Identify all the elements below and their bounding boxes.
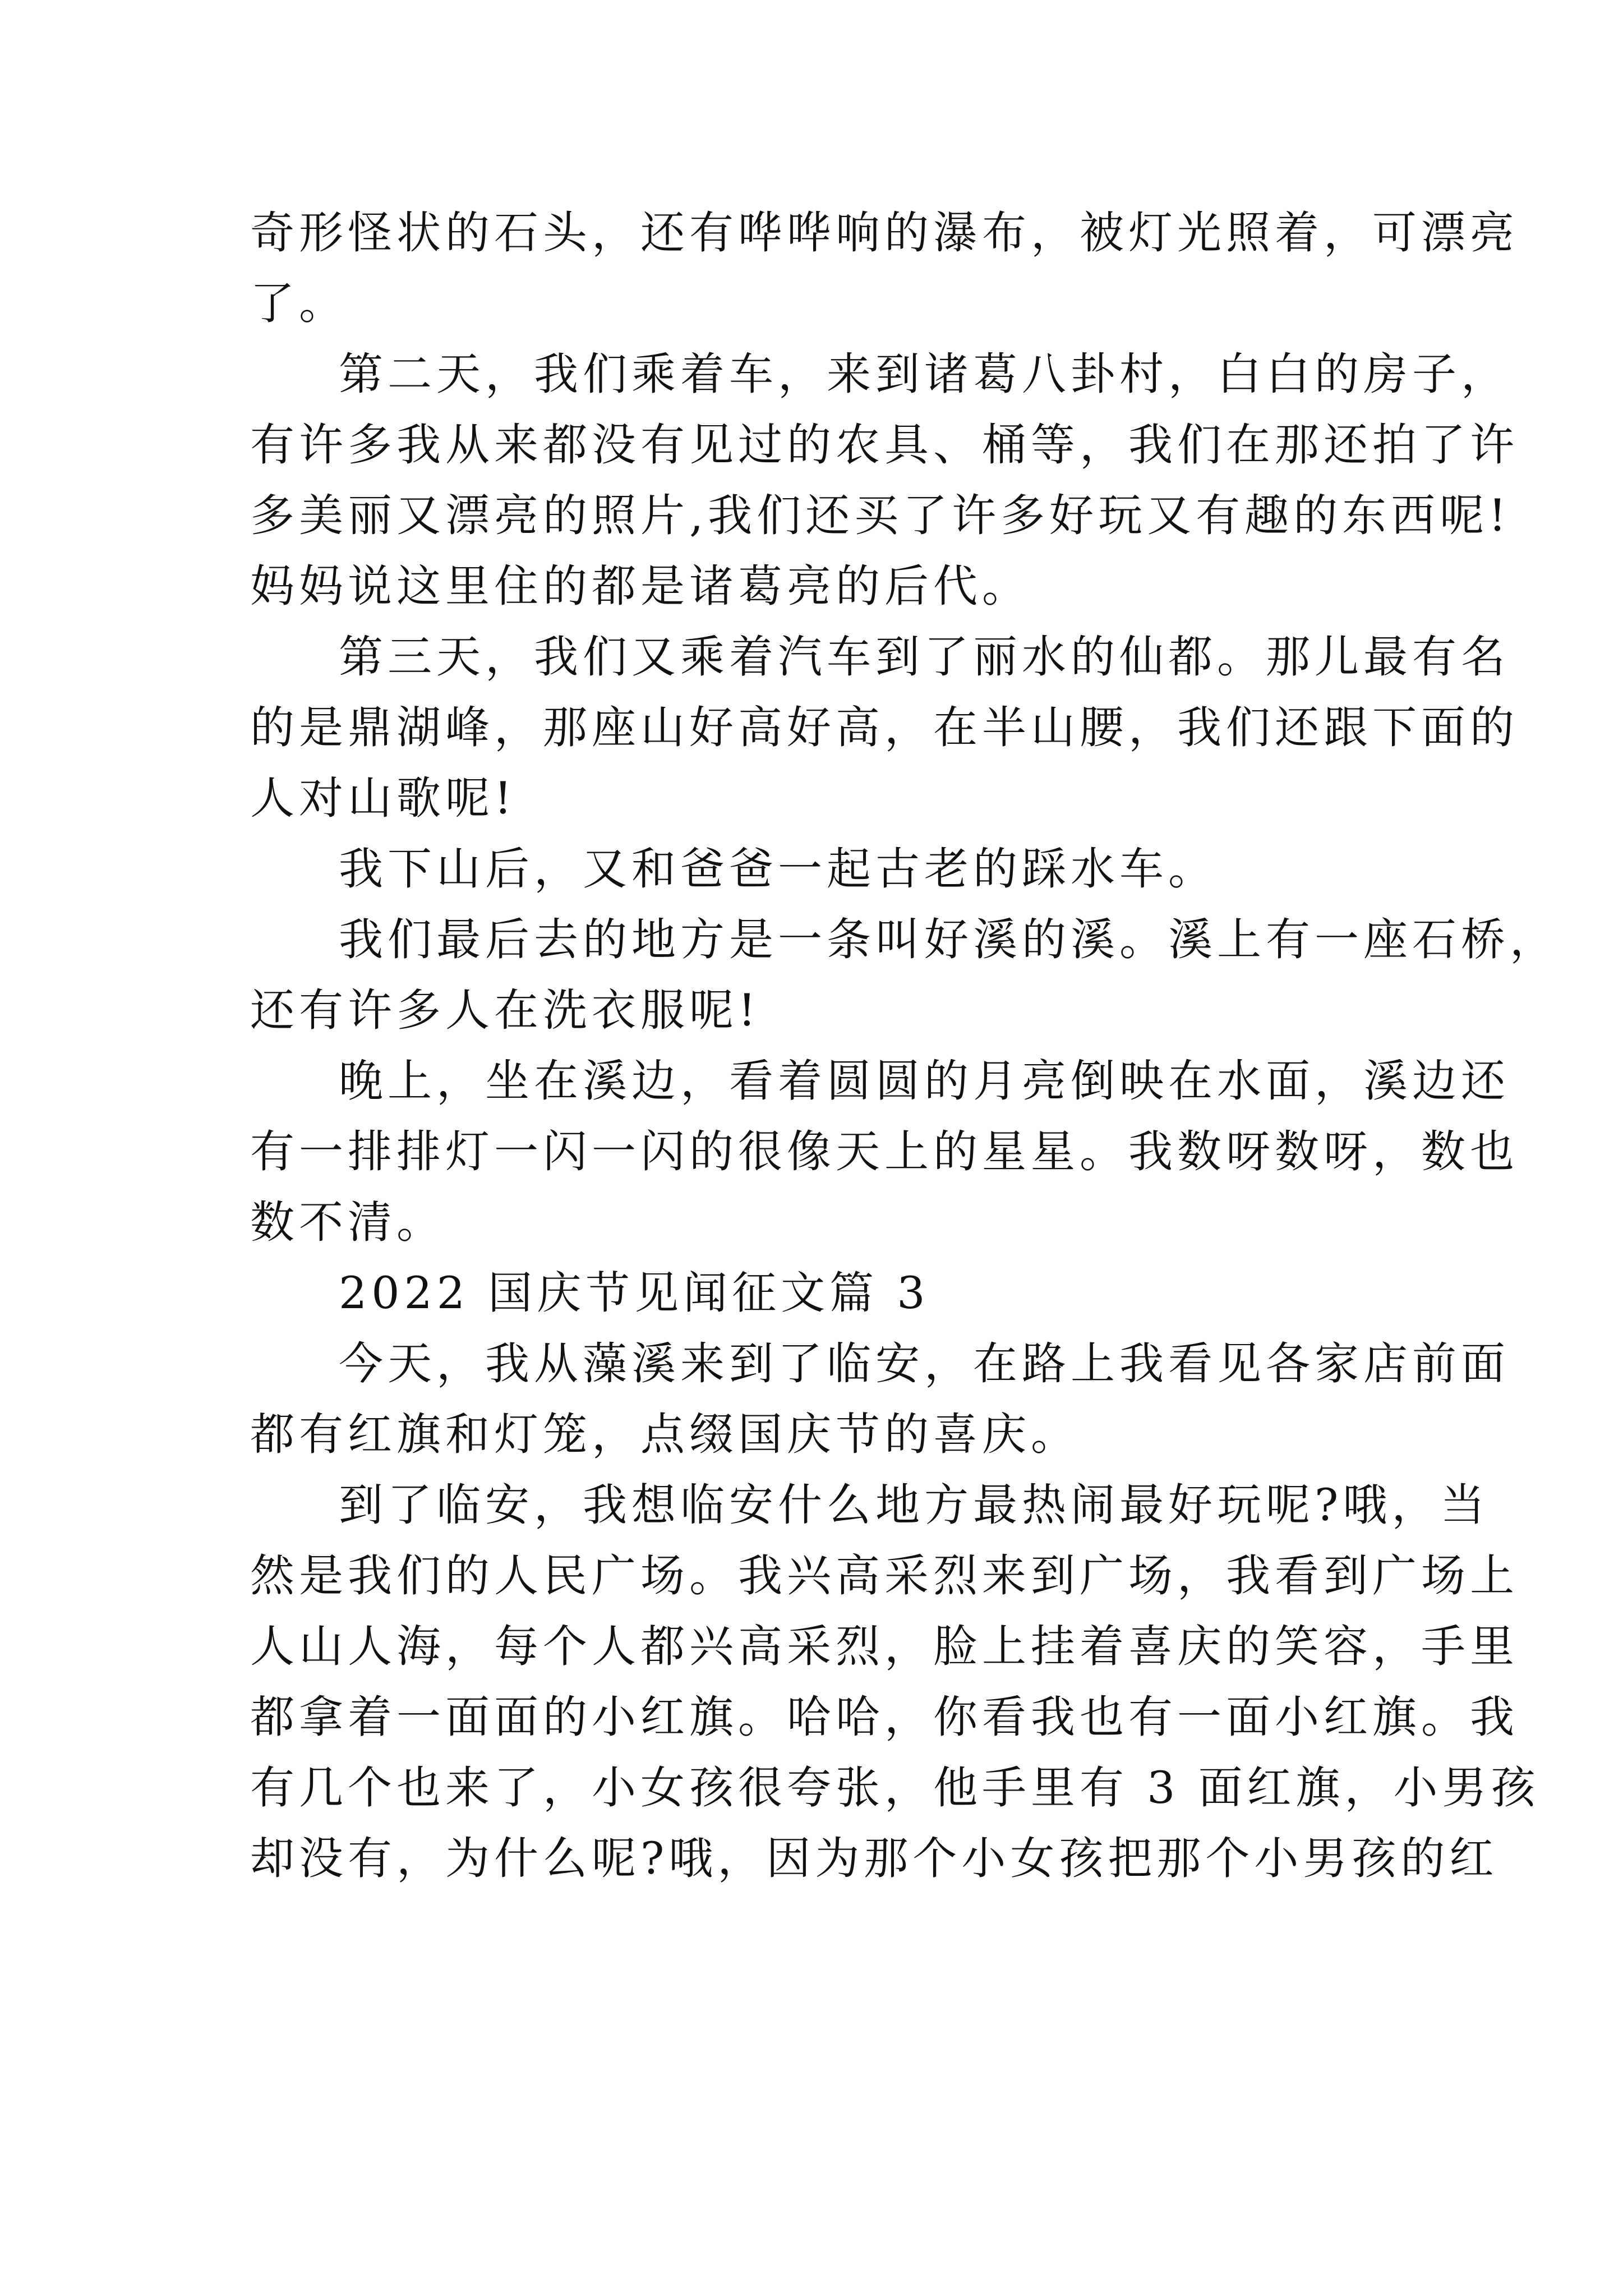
- text-line: 的是鼎湖峰，那座山好高好高，在半山腰，我们还跟下面的: [250, 702, 1519, 753]
- text-line: 数不清。: [250, 1197, 445, 1248]
- paragraph-start-line: 第三天，我们又乘着汽车到了丽水的仙都。那儿最有名: [339, 631, 1510, 683]
- text-line: 有一排排灯一闪一闪的很像天上的星星。我数呀数呀，数也: [250, 1126, 1519, 1177]
- paragraph-start-line: 到了临安，我想临安什么地方最热闹最好玩呢?哦，当: [339, 1479, 1490, 1531]
- text-line: 奇形怪状的石头，还有哗哗响的瀑布，被灯光照着，可漂亮: [250, 207, 1519, 259]
- paragraph-start-line: 我们最后去的地方是一条叫好溪的溪。溪上有一座石桥，: [339, 914, 1559, 965]
- text-line: 妈妈说这里住的都是诸葛亮的后代。: [250, 560, 1031, 612]
- paragraph-start-line: 今天，我从藻溪来到了临安，在路上我看见各家店前面: [339, 1338, 1510, 1389]
- text-line: 都有红旗和灯笼，点缀国庆节的喜庆。: [250, 1409, 1080, 1460]
- paragraph-start-line: 晚上，坐在溪边，看着圆圆的月亮倒映在水面，溪边还: [339, 1055, 1510, 1107]
- text-line: 还有许多人在洗衣服呢!: [250, 984, 760, 1036]
- text-line: 有几个也来了，小女孩很夸张，他手里有 3 面红旗，小男孩: [250, 1762, 1540, 1814]
- text-line: 都拿着一面面的小红旗。哈哈，你看我也有一面小红旗。我: [250, 1691, 1519, 1743]
- text-line: 了。: [250, 278, 348, 329]
- paragraph-start-line: 第二天，我们乘着车，来到诸葛八卦村，白白的房子，: [339, 348, 1510, 400]
- text-line: 却没有，为什么呢?哦，因为那个小女孩把那个小男孩的红: [250, 1833, 1498, 1884]
- paragraph-start-line: 我下山后，又和爸爸一起古老的踩水车。: [339, 843, 1217, 895]
- text-line: 有许多我从来都没有见过的农具、桶等，我们在那还拍了许: [250, 419, 1519, 471]
- text-line: 然是我们的人民广场。我兴高采烈来到广场，我看到广场上: [250, 1550, 1519, 1602]
- text-line: 多美丽又漂亮的照片,我们还买了许多好玩又有趣的东西呢!: [250, 490, 1511, 541]
- text-line: 人山人海，每个人都兴高采烈，脸上挂着喜庆的笑容，手里: [250, 1621, 1519, 1672]
- text-line: 人对山歌呢!: [250, 772, 517, 824]
- section-heading: 2022 国庆节见闻征文篇 3: [339, 1267, 930, 1319]
- article-body: [250, 197, 1559, 1894]
